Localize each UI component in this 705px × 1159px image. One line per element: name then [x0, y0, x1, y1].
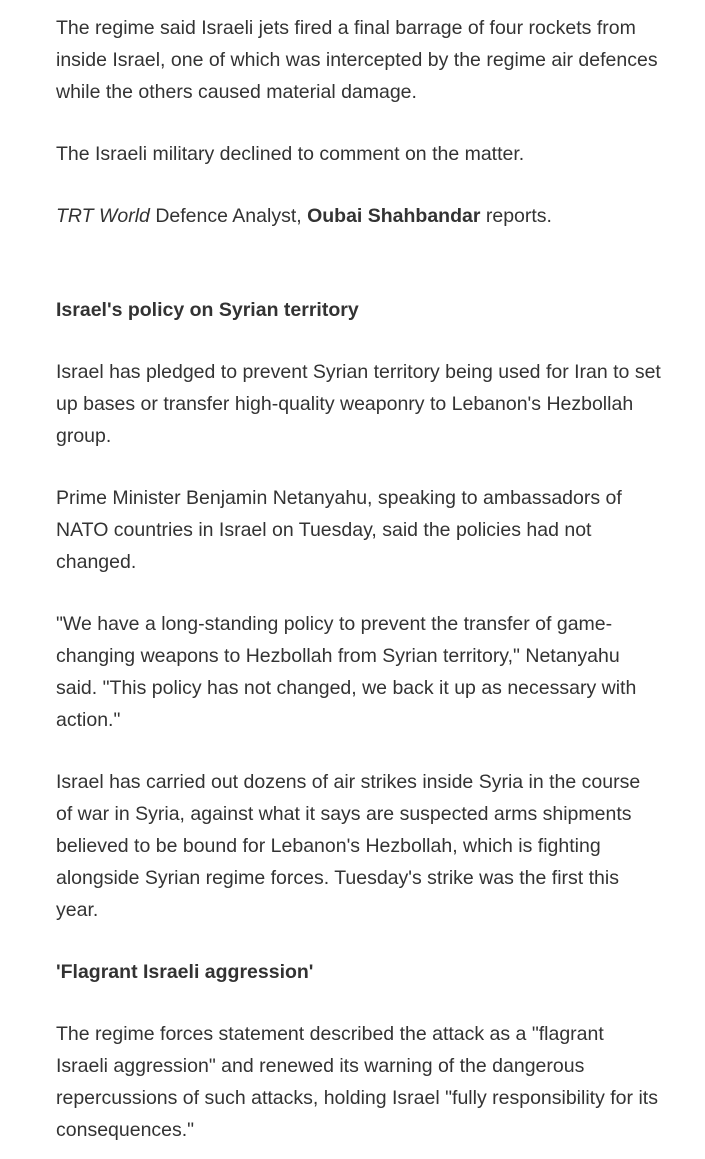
analyst-name: Oubai Shahbandar	[307, 205, 481, 227]
paragraph-netanyahu-quote: "We have a long-standing policy to prevent the transfer of game-changing weapons to Hezbollah from Syrian territory," Netanyahu said. "This policy has not changed, we back it up as necessary with action."	[56, 613, 637, 731]
paragraph-rocket-barrage: The regime said Israeli jets fired a final barrage of four rockets from inside Israel, one of which was intercepted by the regime air defences while the others caused material damage.	[56, 17, 658, 103]
section-heading-policy: Israel's policy on Syrian territory	[56, 299, 359, 321]
paragraph-military-comment: The Israeli military declined to comment on the matter.	[56, 143, 525, 165]
paragraph-pledge: Israel has pledged to prevent Syrian territory being used for Iran to set up bases or transfer high-quality weaponry to Lebanon's Hezbollah group.	[56, 361, 661, 447]
section-heading-aggression: 'Flagrant Israeli aggression'	[56, 961, 314, 983]
paragraph-regime-statement: The regime forces statement described the attack as a "flagrant Israeli aggression" and renewed its warning of the dangerous repercussions of such attacks, holding Israel "fully responsibility for its consequences."	[56, 1023, 658, 1141]
paragraph-netanyahu-ambassadors: Prime Minister Benjamin Netanyahu, speaking to ambassadors of NATO countries in Israel on Tuesday, said the policies had not changed.	[56, 487, 622, 573]
outlet-name: TRT World	[56, 205, 150, 227]
analyst-role: Defence Analyst,	[149, 205, 308, 227]
paragraph-analyst-credit	[56, 200, 661, 232]
paragraph-air-strikes: Israel has carried out dozens of air strikes inside Syria in the course of war in Syria, against what it says are suspected arms shipments believed to be bound for Lebanon's Hezbollah, which is fighting alongside Syrian regime forces. Tuesday's strike was the first this year.	[56, 771, 641, 921]
credit-suffix: reports.	[480, 205, 552, 227]
